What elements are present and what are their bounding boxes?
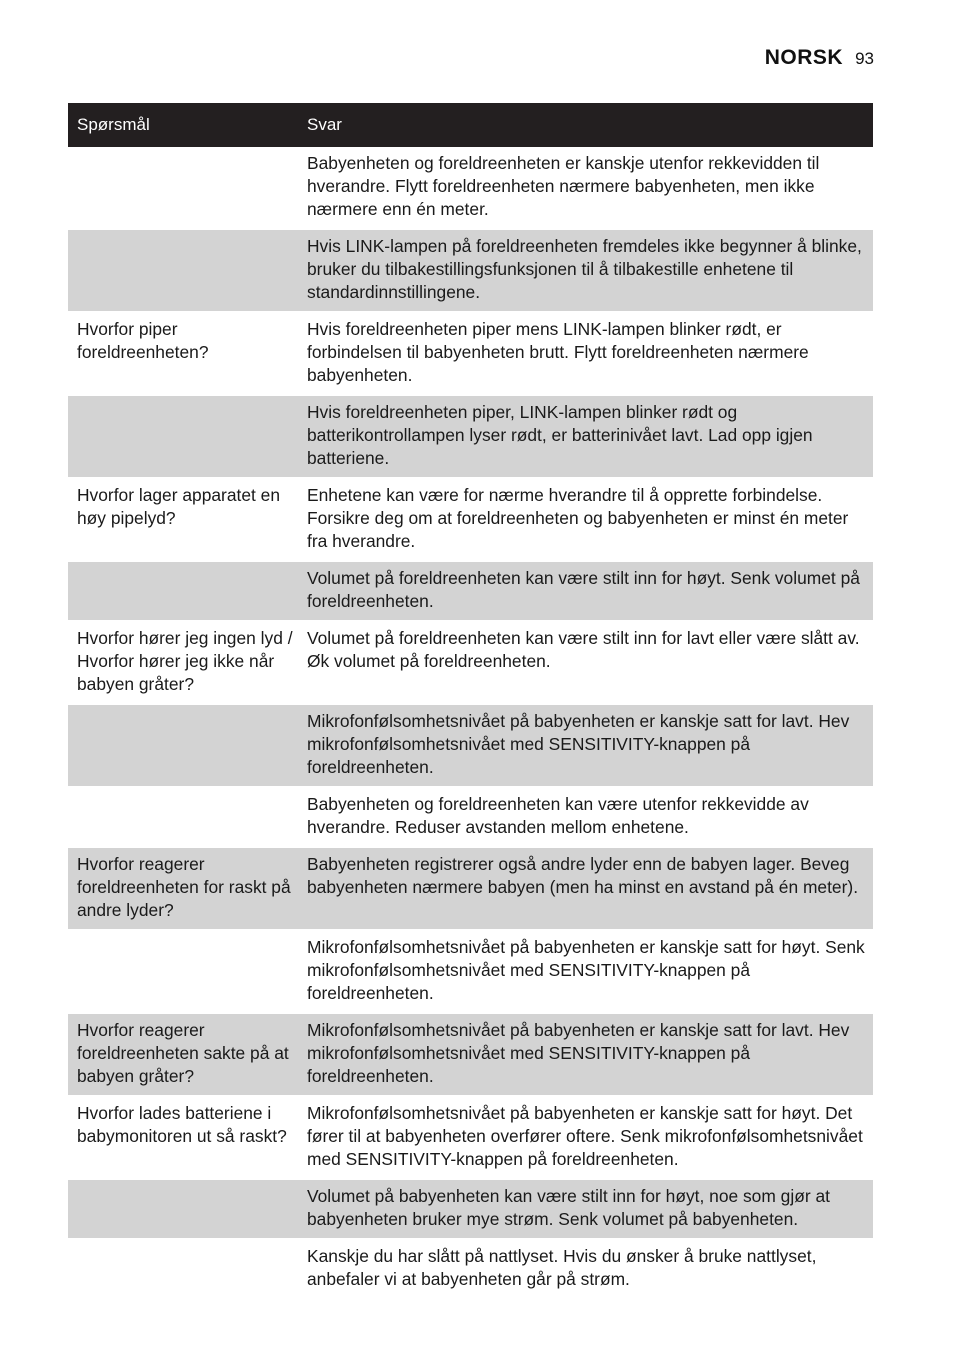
question-cell: Hvorfor hører jeg ingen lyd / Hvorfor hører jeg ikke når babyen gråter? xyxy=(77,628,293,694)
answer-cell: Kanskje du har slått på nattlyset. Hvis du ønsker å bruke nattlyset, anbefaler vi at babyenheten går på strøm. xyxy=(307,1246,817,1289)
answer-cell: Hvis foreldreenheten piper, LINK-lampen blinker rødt og batterikontrollampen lyser rødt, er batterinivået lavt. Lad opp igjen batteriene. xyxy=(307,402,813,468)
question-cell: Hvorfor reagerer foreldreenheten for raskt på andre lyder? xyxy=(77,854,291,920)
table-row xyxy=(68,560,873,620)
answer-cell: Babyenheten og foreldreenheten kan være utenfor rekkevidde av hverandre. Reduser avstanden mellom enhetene. xyxy=(307,794,809,837)
table-row xyxy=(68,1012,873,1095)
question-cell xyxy=(68,562,307,620)
question-cell: Hvorfor reagerer foreldreenheten sakte på at babyen gråter? xyxy=(77,1020,289,1086)
question-cell: Hvorfor piper foreldreenheten? xyxy=(77,319,209,362)
answer-cell: Volumet på babyenheten kan være stilt inn for høyt, noe som gjør at babyenheten bruker mye strøm. Senk volumet på babyenheten. xyxy=(307,1186,830,1229)
table-row xyxy=(68,703,873,786)
question-cell: Hvorfor lager apparatet en høy pipelyd? xyxy=(77,485,281,528)
table-header-row xyxy=(68,103,873,147)
table-row xyxy=(68,1238,873,1298)
question-cell xyxy=(68,1180,307,1238)
table-row xyxy=(68,477,873,560)
table-row xyxy=(68,929,873,1012)
table-body xyxy=(68,147,873,1298)
table-row xyxy=(68,394,873,477)
answer-cell: Volumet på foreldreenheten kan være stilt inn for lavt eller være slått av. Øk volumet på foreldreenheten. xyxy=(307,628,860,671)
answer-cell: Mikrofonfølsomhetsnivået på babyenheten er kanskje satt for høyt. Det fører til at babyenheten overfører oftere. Senk mikrofonfølsomhetsnivået med SENSITIVITY-knappen på foreldreenheten. xyxy=(307,1103,863,1169)
question-cell xyxy=(68,147,307,228)
question-cell xyxy=(68,705,307,786)
answer-cell: Mikrofonfølsomhetsnivået på babyenheten er kanskje satt for lavt. Hev mikrofonfølsomhetsnivået med SENSITIVITY-knappen på foreldreenheten. xyxy=(307,711,850,777)
section-label: NORSK xyxy=(764,46,844,69)
question-cell xyxy=(68,230,307,311)
page-header xyxy=(765,46,874,70)
answer-cell: Volumet på foreldreenheten kan være stilt inn for høyt. Senk volumet på foreldreenheten. xyxy=(307,568,860,611)
question-cell xyxy=(68,931,307,1012)
table-row xyxy=(68,228,873,311)
answer-cell: Mikrofonfølsomhetsnivået på babyenheten er kanskje satt for lavt. Hev mikrofonfølsomhetsnivået med SENSITIVITY-knappen på foreldreenheten. xyxy=(307,1020,850,1086)
question-cell: Hvorfor lades batteriene i babymonitoren ut så raskt? xyxy=(77,1103,287,1146)
table-row xyxy=(68,786,873,846)
table-row xyxy=(68,1095,873,1178)
table-row xyxy=(68,620,873,703)
answer-cell: Babyenheten registrerer også andre lyder enn de babyen lager. Beveg babyenheten nærmere babyen (men ha minst en avstand på én meter). xyxy=(307,854,859,897)
table-row xyxy=(68,147,873,228)
column-header-question: Spørsmål xyxy=(77,115,150,134)
page-number: 93 xyxy=(855,49,874,68)
answer-cell: Babyenheten og foreldreenheten er kanskje utenfor rekkevidden til hverandre. Flytt foreldreenheten nærmere babyenheten, men ikke nærmere enn én meter. xyxy=(307,153,820,219)
question-cell xyxy=(68,396,307,477)
column-header-answer: Svar xyxy=(307,115,342,134)
table-row xyxy=(68,1178,873,1238)
answer-cell: Hvis LINK-lampen på foreldreenheten fremdeles ikke begynner å blinke, bruker du tilbakestillingsfunksjonen til å tilbakestille enhetene til standardinnstillingene. xyxy=(307,236,862,302)
faq-table xyxy=(68,103,873,1298)
answer-cell: Mikrofonfølsomhetsnivået på babyenheten er kanskje satt for høyt. Senk mikrofonfølsomhetsnivået med SENSITIVITY-knappen på foreldreenheten. xyxy=(307,937,865,1003)
question-cell xyxy=(68,1240,307,1298)
answer-cell: Hvis foreldreenheten piper mens LINK-lampen blinker rødt, er forbindelsen til babyenheten brutt. Flytt foreldreenheten nærmere babyenheten. xyxy=(307,319,809,385)
question-cell xyxy=(68,788,307,846)
answer-cell: Enhetene kan være for nærme hverandre til å opprette forbindelse. Forsikre deg om at foreldreenheten og babyenheten er minst én meter fra hverandre. xyxy=(307,485,849,551)
table-row xyxy=(68,311,873,394)
table-row xyxy=(68,846,873,929)
